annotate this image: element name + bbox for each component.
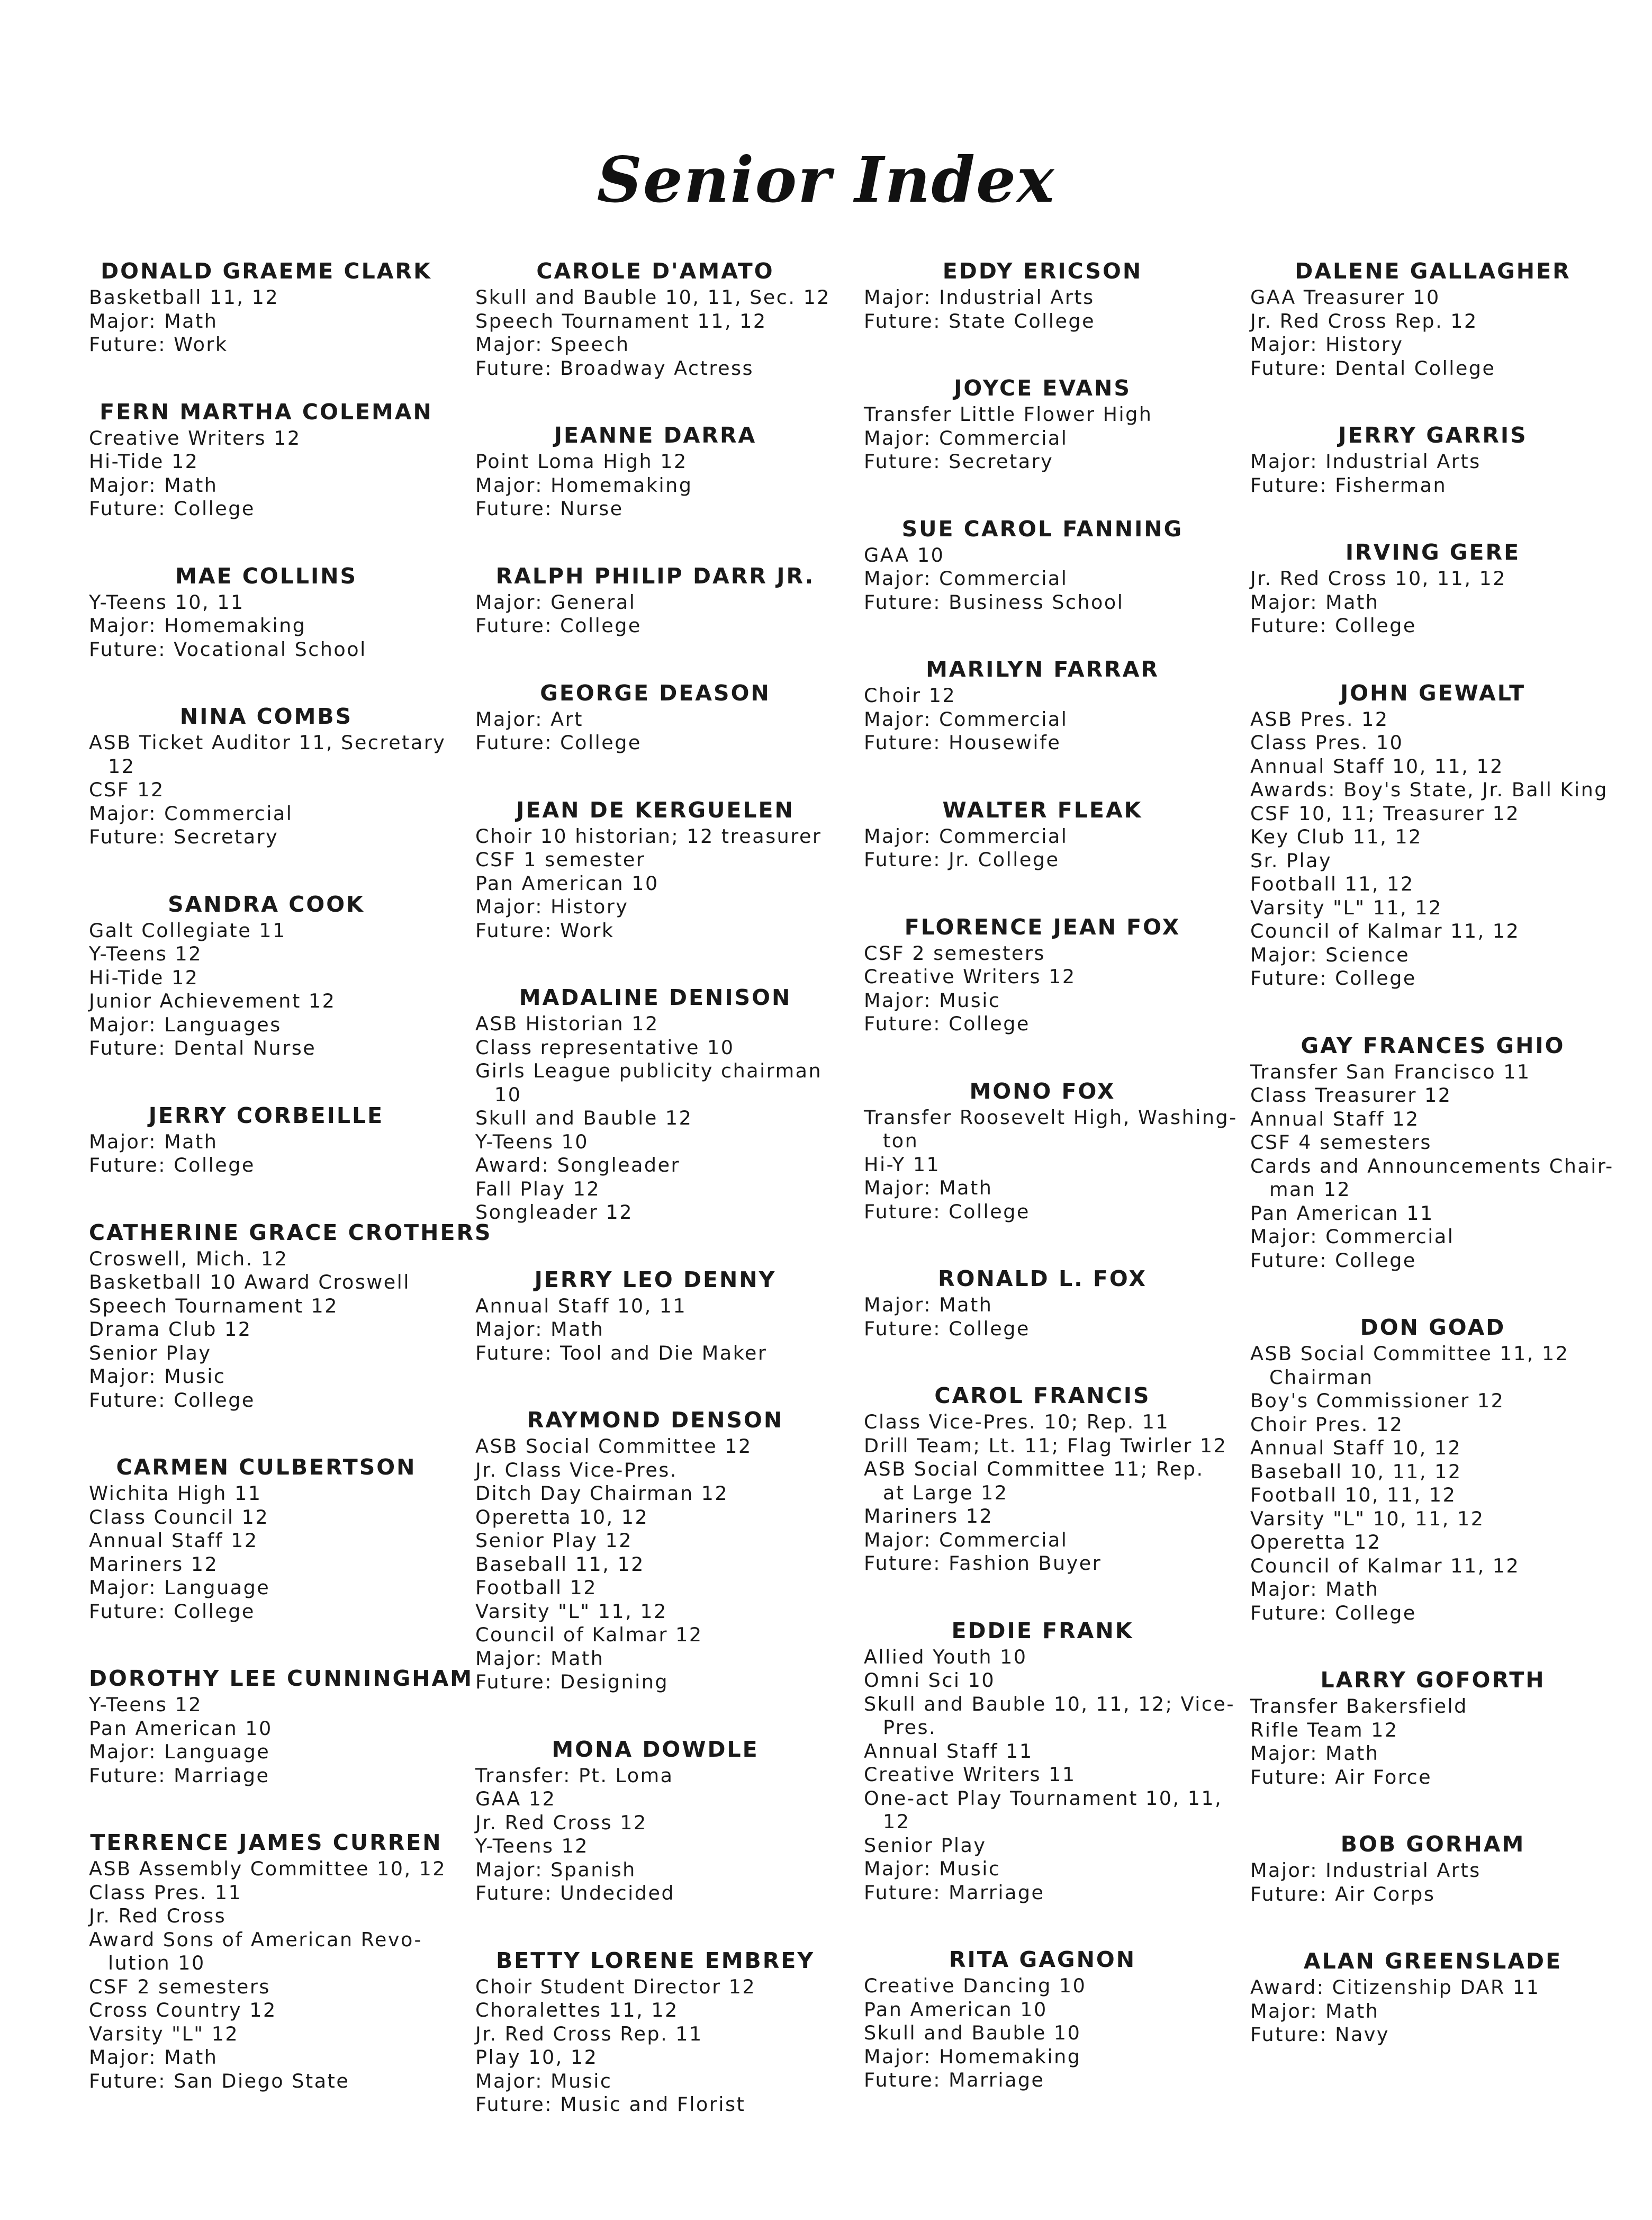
senior-name: MARILYN FARRAR <box>926 657 1159 682</box>
activity-line: Creative Dancing 10 <box>864 1974 1087 1997</box>
activity-line: Future: Work <box>475 919 615 942</box>
activity-line: Major: Music <box>864 988 1001 1012</box>
activity-line: Future: Fashion Buyer <box>864 1552 1102 1575</box>
activity-line: Major: Art <box>475 707 583 731</box>
activity-line: Major: Commercial <box>864 426 1068 450</box>
activity-line: Speech Tournament 11, 12 <box>475 309 767 332</box>
activity-line: Future: Broadway Actress <box>475 356 754 380</box>
senior-entry <box>89 1454 444 1623</box>
activity-line: Major: Math <box>89 473 218 497</box>
senior-name: MONO FOX <box>969 1078 1116 1104</box>
senior-name: JERRY CORBEILLE <box>148 1102 384 1128</box>
senior-name: TERRENCE JAMES CURREN <box>90 1830 443 1855</box>
activity-line: Future: Dental Nurse <box>89 1037 317 1059</box>
activity-line: Future: Designing <box>475 1670 669 1693</box>
activity-line: Y-Teens 10 <box>475 1130 589 1153</box>
activity-line: Major: Commercial <box>864 707 1068 731</box>
activity-line: Major: Math <box>864 1176 993 1199</box>
senior-entry <box>864 258 1221 333</box>
activity-line: Class representative 10 <box>475 1036 735 1059</box>
senior-entry <box>864 797 1221 872</box>
activity-line: Girls League publicity chairman <box>475 1059 823 1082</box>
activity-line: Future: Music and Florist <box>475 2093 746 2116</box>
activity-line: Basketball 11, 12 <box>89 286 279 309</box>
activity-line: Varsity "L" 11, 12 <box>1250 896 1442 919</box>
activity-line: Fall Play 12 <box>475 1177 601 1200</box>
senior-entry <box>1250 540 1615 638</box>
activity-line: ASB Assembly Committee 10, 12 <box>89 1857 447 1880</box>
activity-line: Major: Math <box>475 1647 604 1670</box>
activity-line: Major: Commercial <box>89 802 293 825</box>
activity-line: Major: Math <box>89 1130 218 1153</box>
activity-line: CSF 1 semester <box>475 848 646 871</box>
senior-entry <box>864 1947 1221 2092</box>
activity-line: Mariners 12 <box>89 1552 219 1576</box>
activity-line: Creative Writers 11 <box>864 1763 1076 1786</box>
activity-line: Skull and Bauble 10, 11, Sec. 12 <box>475 286 831 309</box>
senior-entry <box>1250 1315 1615 1625</box>
activity-line: Play 10, 12 <box>475 2046 598 2069</box>
activity-line: Award: Citizenship DAR 11 <box>1250 1976 1540 1999</box>
senior-entry <box>1250 1033 1615 1273</box>
activity-line: Cross Country 12 <box>89 1999 277 2021</box>
activity-line: man 12 <box>1269 1178 1351 1201</box>
activity-line: Senior Play 12 <box>475 1529 633 1552</box>
activity-line: Major: Speech <box>475 333 630 356</box>
activity-line: Jr. Red Cross Rep. 12 <box>1250 309 1478 332</box>
activity-line: Major: Commercial <box>1250 1225 1455 1248</box>
activity-line: Junior Achievement 12 <box>89 990 336 1012</box>
activity-line: Major: Math <box>1250 1999 1379 2023</box>
activity-line: 12 <box>108 754 136 778</box>
activity-line: Operetta 10, 12 <box>475 1505 649 1529</box>
activity-line: Future: Work <box>89 333 228 356</box>
senior-name: EDDY ERICSON <box>942 258 1143 284</box>
activity-line: Choir 12 <box>864 684 956 707</box>
senior-entry <box>89 258 444 357</box>
activity-line: ASB Ticket Auditor 11, Secretary <box>89 731 446 754</box>
activity-line: Future: Vocational School <box>89 637 367 661</box>
senior-entry <box>475 1737 835 1906</box>
activity-line: Future: Marriage <box>864 1881 1045 1904</box>
activity-line: Varsity "L" 12 <box>89 2022 239 2045</box>
index-column-2 <box>475 258 835 2159</box>
senior-entry <box>1250 258 1615 380</box>
activity-line: Major: Math <box>864 1293 993 1316</box>
activity-line: GAA Treasurer 10 <box>1250 286 1440 309</box>
activity-line: Creative Writers 12 <box>89 426 301 450</box>
activity-line: Choir Pres. 12 <box>1250 1413 1404 1436</box>
activity-line: Major: Music <box>864 1857 1001 1880</box>
activity-line: Future: College <box>1250 1248 1416 1272</box>
activity-line: ton <box>883 1129 919 1152</box>
activity-line: Council of Kalmar 11, 12 <box>1250 920 1520 942</box>
activity-line: Creative Writers 12 <box>864 965 1076 988</box>
activity-line: Chairman <box>1269 1365 1374 1389</box>
activity-line: Pan American 11 <box>1250 1201 1434 1225</box>
activity-line: Future: Dental College <box>1250 356 1496 380</box>
senior-entry <box>89 563 444 662</box>
senior-entry <box>864 1617 1235 1905</box>
activity-line: Future: College <box>1250 1601 1416 1624</box>
activity-line: Senior Play <box>89 1341 212 1364</box>
activity-line: Future: State College <box>864 309 1096 332</box>
activity-line: Future: College <box>475 614 642 637</box>
activity-line: Major: Commercial <box>864 1528 1068 1551</box>
senior-entry <box>864 375 1221 474</box>
senior-name: EDDIE FRANK <box>951 1617 1134 1643</box>
activity-line: Baseball 10, 11, 12 <box>1250 1460 1462 1483</box>
senior-entry <box>1250 1948 1615 2047</box>
activity-line: Annual Staff 10, 12 <box>1250 1436 1462 1459</box>
activity-line: Annual Staff 11 <box>864 1739 1033 1763</box>
senior-entry <box>1250 1667 1615 1789</box>
activity-line: Major: Language <box>89 1740 270 1763</box>
senior-name: FLORENCE JEAN FOX <box>904 914 1181 940</box>
activity-line: Baseball 11, 12 <box>475 1552 645 1576</box>
senior-entry <box>475 258 835 380</box>
activity-line: ASB Social Committee 12 <box>475 1435 752 1458</box>
senior-entry <box>864 1383 1227 1576</box>
activity-line: Galt Collegiate 11 <box>89 919 286 942</box>
activity-line: ASB Social Committee 11, 12 <box>1250 1342 1569 1365</box>
activity-line: Major: History <box>1250 333 1404 356</box>
senior-entry <box>89 399 444 521</box>
activity-line: Major: Music <box>475 2069 612 2092</box>
activity-line: Major: Math <box>1250 1578 1379 1601</box>
activity-line: Future: Marriage <box>89 1764 270 1787</box>
activity-line: Award: Songleader <box>475 1154 681 1176</box>
activity-line: Major: Math <box>475 1318 604 1341</box>
activity-line: GAA 10 <box>864 543 945 567</box>
senior-name: SANDRA COOK <box>168 891 365 917</box>
senior-name: LARRY GOFORTH <box>1320 1667 1546 1693</box>
activity-line: Council of Kalmar 11, 12 <box>1250 1554 1520 1577</box>
activity-line: Annual Staff 10, 11, 12 <box>1250 754 1504 778</box>
senior-entry <box>475 423 835 521</box>
activity-line: Major: Industrial Arts <box>1250 1859 1481 1882</box>
activity-line: Hi-Tide 12 <box>89 966 199 989</box>
senior-entry <box>89 704 444 849</box>
activity-line: Football 10, 11, 12 <box>1250 1484 1457 1506</box>
activity-line: Annual Staff 10, 11 <box>475 1294 687 1317</box>
activity-line: Class Vice-Pres. 10; Rep. 11 <box>864 1410 1170 1433</box>
activity-line: Future: Secretary <box>89 825 279 848</box>
activity-line: 10 <box>494 1083 522 1106</box>
activity-line: ASB Historian 12 <box>475 1012 659 1035</box>
activity-line: Major: Math <box>1250 590 1379 614</box>
senior-entry <box>89 1830 447 2093</box>
activity-line: Varsity "L" 11, 12 <box>475 1599 667 1623</box>
activity-line: Jr. Red Cross Rep. 11 <box>475 2022 703 2045</box>
activity-line: Future: College <box>89 1154 255 1176</box>
activity-line: Future: Air Force <box>1250 1765 1432 1788</box>
activity-line: CSF 12 <box>89 778 165 801</box>
activity-line: Hi-Tide 12 <box>89 450 199 473</box>
senior-entry <box>475 985 835 1225</box>
activity-line: GAA 12 <box>475 1787 556 1810</box>
senior-name: BETTY LORENE EMBREY <box>495 1947 815 1973</box>
senior-name: JOYCE EVANS <box>954 375 1131 401</box>
senior-name: JERRY GARRIS <box>1338 423 1528 448</box>
senior-entry <box>864 657 1221 755</box>
senior-entry <box>864 1266 1221 1341</box>
activity-line: Major: History <box>475 895 629 918</box>
activity-line: Skull and Bauble 10 <box>864 2021 1081 2044</box>
activity-line: Jr. Class Vice-Pres. <box>475 1458 678 1481</box>
activity-line: Point Loma High 12 <box>475 450 688 473</box>
activity-line: Allied Youth 10 <box>864 1645 1027 1668</box>
activity-line: CSF 2 semesters <box>864 941 1045 965</box>
activity-line: Future: Air Corps <box>1250 1882 1436 1906</box>
senior-entry <box>864 914 1221 1036</box>
activity-line: Transfer San Francisco 11 <box>1250 1060 1531 1083</box>
activity-line: Basketball 10 Award Croswell <box>89 1271 410 1293</box>
activity-line: Pres. <box>883 1716 937 1739</box>
activity-line: Future: College <box>1250 614 1416 637</box>
activity-line: 12 <box>883 1810 910 1833</box>
activity-line: Transfer Bakersfield <box>1250 1695 1468 1718</box>
activity-line: Transfer Little Flower High <box>864 403 1153 426</box>
activity-line: Major: Music <box>89 1365 226 1388</box>
senior-entry <box>475 680 835 755</box>
activity-line: Football 12 <box>475 1576 598 1599</box>
activity-line: Mariners 12 <box>864 1505 994 1527</box>
activity-line: Future: San Diego State <box>89 2069 350 2092</box>
activity-line: Y-Teens 12 <box>475 1835 589 1857</box>
activity-line: Future: Business School <box>864 590 1124 614</box>
activity-line: Speech Tournament 12 <box>89 1294 338 1317</box>
activity-line: Future: Undecided <box>475 1882 675 1904</box>
activity-line: Annual Staff 12 <box>1250 1107 1420 1130</box>
activity-line: Cards and Announcements Chair- <box>1250 1154 1614 1178</box>
activity-line: Awards: Boy's State, Jr. Ball King <box>1250 778 1608 801</box>
activity-line: Songleader 12 <box>475 1201 633 1224</box>
senior-entry <box>864 1078 1238 1224</box>
senior-name: CARMEN CULBERTSON <box>116 1454 417 1480</box>
activity-line: Major: Industrial Arts <box>1250 450 1481 473</box>
activity-line: Class Treasurer 12 <box>1250 1084 1452 1107</box>
activity-line: lution 10 <box>108 1952 205 1974</box>
activity-line: Operetta 12 <box>1250 1531 1382 1553</box>
activity-line: Class Pres. 10 <box>1250 731 1404 754</box>
index-column-3 <box>864 258 1238 2135</box>
senior-name: MAE COLLINS <box>175 563 358 589</box>
activity-line: Class Council 12 <box>89 1505 269 1529</box>
senior-entry <box>475 1407 835 1694</box>
senior-name: DONALD GRAEME CLARK <box>101 258 432 284</box>
senior-name: ALAN GREENSLADE <box>1303 1948 1563 1974</box>
activity-line: Future: Nurse <box>475 497 624 520</box>
activity-line: Future: College <box>89 497 255 520</box>
senior-name: RITA GAGNON <box>949 1947 1136 1972</box>
senior-name: DON GOAD <box>1360 1315 1506 1340</box>
activity-line: Boy's Commissioner 12 <box>1250 1389 1505 1412</box>
activity-line: Hi-Y 11 <box>864 1153 941 1176</box>
activity-line: Council of Kalmar 12 <box>475 1623 703 1646</box>
senior-name: CAROLE D'AMATO <box>536 258 774 284</box>
activity-line: Y-Teens 10, 11 <box>89 590 245 614</box>
activity-line: Future: Tool and Die Maker <box>475 1341 768 1364</box>
senior-entry <box>475 1267 835 1365</box>
activity-line: Annual Staff 12 <box>89 1529 258 1552</box>
activity-line: Major: Commercial <box>864 567 1068 590</box>
activity-line: Choir Student Director 12 <box>475 1975 756 1998</box>
activity-line: ASB Pres. 12 <box>1250 707 1389 731</box>
activity-line: Jr. Red Cross 10, 11, 12 <box>1250 567 1506 590</box>
activity-line: Major: Languages <box>89 1013 282 1036</box>
activity-line: Future: Housewife <box>864 731 1061 754</box>
activity-line: Future: College <box>864 1317 1030 1340</box>
senior-name: GAY FRANCES GHIO <box>1301 1032 1565 1058</box>
senior-name: JEANNE DARRA <box>554 423 757 448</box>
activity-line: Omni Sci 10 <box>864 1669 996 1692</box>
activity-line: CSF 2 semesters <box>89 1975 270 1998</box>
activity-line: Y-Teens 12 <box>89 1693 202 1716</box>
activity-line: at Large 12 <box>883 1481 1008 1504</box>
activity-line: Future: Secretary <box>864 450 1054 473</box>
activity-line: Transfer: Pt. Loma <box>475 1764 674 1787</box>
activity-line: Jr. Red Cross <box>89 1904 227 1927</box>
activity-line: Major: Commercial <box>864 824 1068 848</box>
senior-entry <box>475 1948 835 2117</box>
activity-line: Senior Play <box>864 1833 987 1857</box>
activity-line: Pan American 10 <box>89 1716 273 1740</box>
senior-entry <box>89 892 444 1060</box>
activity-line: CSF 10, 11; Treasurer 12 <box>1250 802 1520 825</box>
activity-line: Major: Math <box>1250 1742 1379 1765</box>
activity-line: Major: General <box>475 590 636 614</box>
activity-line: Key Club 11, 12 <box>1250 825 1422 848</box>
senior-name: MONA DOWDLE <box>552 1736 759 1762</box>
senior-name: FERN MARTHA COLEMAN <box>100 399 433 425</box>
senior-name: RALPH PHILIP DARR JR. <box>495 563 815 589</box>
page-title: Senior Index <box>597 143 1055 217</box>
senior-entry <box>475 563 835 638</box>
activity-line: Choir 10 historian; 12 treasurer <box>475 824 822 848</box>
senior-entry <box>89 1219 492 1413</box>
activity-line: Future: College <box>1250 967 1416 990</box>
activity-line: Major: Industrial Arts <box>864 286 1095 309</box>
activity-line: Croswell, Mich. 12 <box>89 1247 288 1270</box>
activity-line: Rifle Team 12 <box>1250 1718 1398 1741</box>
senior-name: GEORGE DEASON <box>540 680 771 706</box>
activity-line: Pan American 10 <box>475 871 659 895</box>
activity-line: Major: Spanish <box>475 1858 636 1881</box>
activity-line: CSF 4 semesters <box>1250 1131 1432 1154</box>
senior-name: RONALD L. FOX <box>938 1266 1147 1291</box>
activity-line: Skull and Bauble 10, 11, 12; Vice- <box>864 1692 1235 1715</box>
senior-name: DALENE GALLAGHER <box>1295 258 1571 284</box>
activity-line: Drill Team; Lt. 11; Flag Twirler 12 <box>864 1434 1227 1457</box>
activity-line: Varsity "L" 10, 11, 12 <box>1250 1507 1485 1530</box>
senior-name: DOROTHY LEE CUNNINGHAM <box>89 1666 474 1691</box>
senior-name: JEAN DE KERGUELEN <box>516 797 795 823</box>
activity-line: Major: Math <box>89 309 218 332</box>
activity-line: Sr. Play <box>1250 849 1332 872</box>
activity-line: Future: College <box>864 1200 1030 1223</box>
senior-name: CAROL FRANCIS <box>934 1383 1151 1408</box>
senior-name: CATHERINE GRACE CROTHERS <box>89 1219 492 1245</box>
senior-entry <box>1250 680 1615 991</box>
activity-line: Major: Language <box>89 1576 270 1599</box>
activity-line: One-act Play Tournament 10, 11, <box>864 1786 1223 1810</box>
senior-name: WALTER FLEAK <box>942 797 1143 823</box>
activity-line: Major: Science <box>1250 943 1410 966</box>
activity-line: Future: Navy <box>1250 2023 1390 2046</box>
activity-line: Future: Marriage <box>864 2069 1045 2091</box>
activity-line: Future: Jr. College <box>864 848 1060 871</box>
activity-line: Major: Homemaking <box>89 614 306 637</box>
senior-name: JERRY LEO DENNY <box>534 1266 777 1292</box>
activity-line: Jr. Red Cross 12 <box>475 1811 647 1834</box>
activity-line: Future: College <box>89 1599 255 1623</box>
activity-line: Future: College <box>475 731 642 754</box>
senior-name: MADALINE DENISON <box>519 985 792 1010</box>
activity-line: Transfer Roosevelt High, Washing- <box>864 1105 1238 1129</box>
senior-entry <box>1250 1831 1615 1906</box>
activity-line: Award Sons of American Revo- <box>89 1928 423 1951</box>
activity-line: Pan American 10 <box>864 1998 1048 2021</box>
activity-line: Class Pres. 11 <box>89 1881 242 1904</box>
activity-line: Football 11, 12 <box>1250 873 1414 895</box>
senior-entry <box>89 1666 474 1787</box>
senior-entry <box>1250 423 1615 497</box>
index-column-1 <box>89 258 492 2135</box>
senior-entry <box>475 797 835 943</box>
activity-line: Ditch Day Chairman 12 <box>475 1482 729 1505</box>
activity-line: Major: Homemaking <box>475 473 693 497</box>
activity-line: Choralettes 11, 12 <box>475 1999 679 2021</box>
senior-name: SUE CAROL FANNING <box>901 516 1184 542</box>
senior-name: NINA COMBS <box>179 704 353 729</box>
activity-line: ASB Social Committee 11; Rep. <box>864 1458 1204 1480</box>
activity-line: Y-Teens 12 <box>89 942 202 965</box>
activity-line: Major: Math <box>89 2046 218 2069</box>
index-column-4 <box>1250 258 1615 2089</box>
senior-name: JOHN GEWALT <box>1340 680 1526 706</box>
senior-entry <box>864 516 1221 615</box>
senior-name: RAYMOND DENSON <box>527 1407 784 1433</box>
activity-line: Skull and Bauble 12 <box>475 1107 693 1129</box>
activity-line: Major: Homemaking <box>864 2045 1081 2068</box>
activity-line: Future: College <box>89 1388 255 1412</box>
senior-entry <box>89 1103 444 1178</box>
activity-line: Drama Club 12 <box>89 1318 252 1341</box>
senior-name: IRVING GERE <box>1345 540 1521 565</box>
senior-name: BOB GORHAM <box>1340 1831 1525 1857</box>
activity-line: Future: College <box>864 1012 1030 1035</box>
activity-line: Future: Fisherman <box>1250 473 1447 497</box>
activity-line: Wichita High 11 <box>89 1482 262 1505</box>
